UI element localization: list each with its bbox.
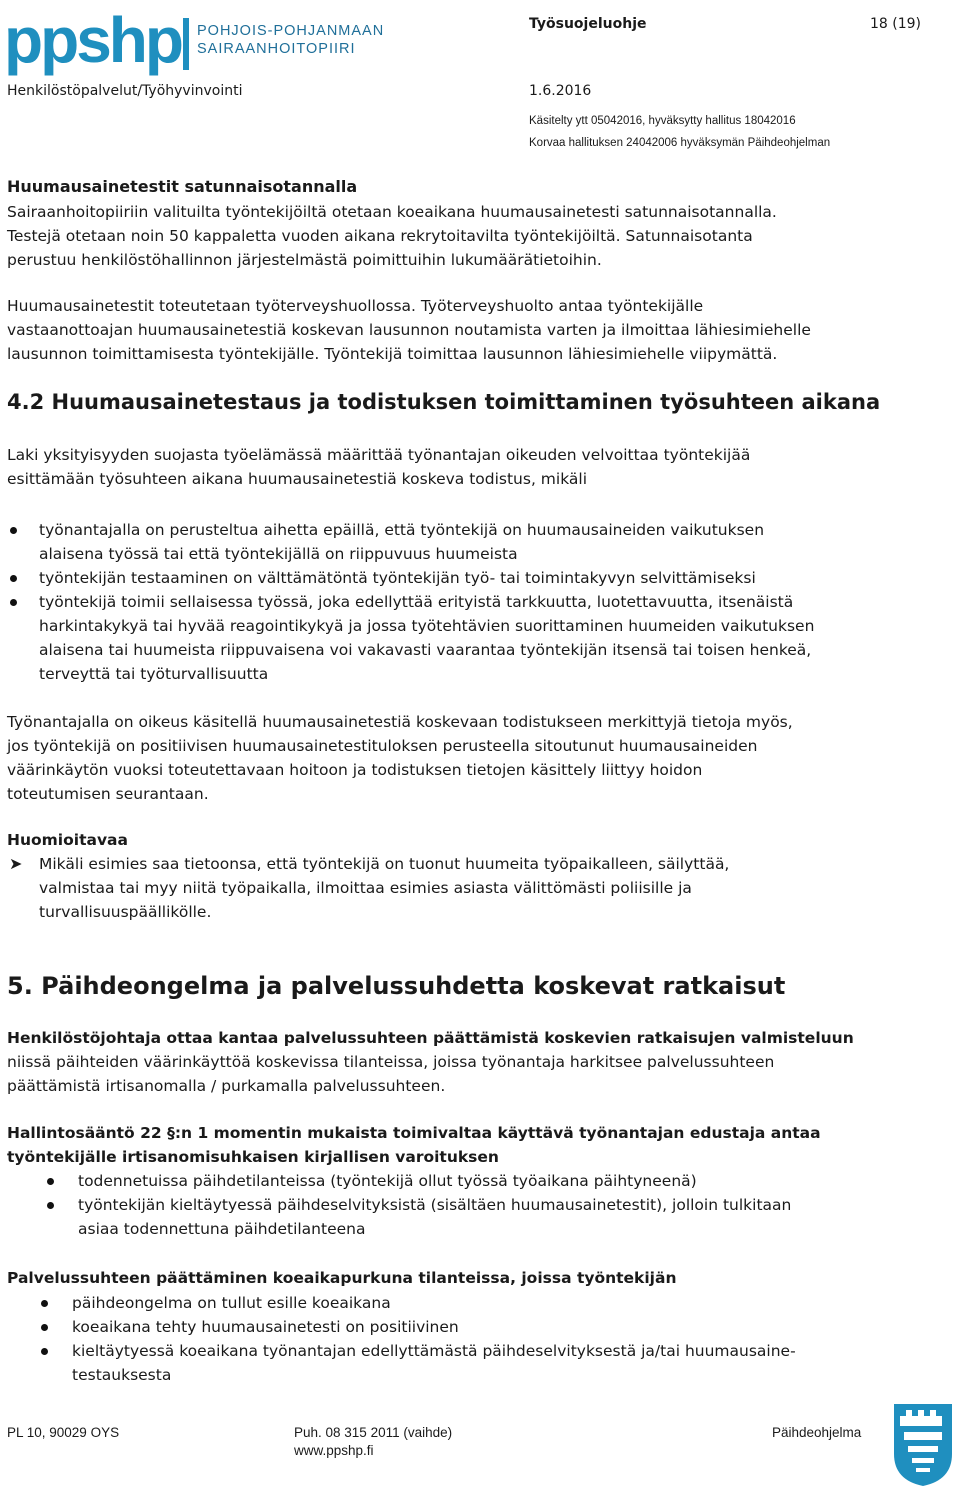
termination-conditions-list	[7, 1291, 947, 1387]
processing-para-line1: Työnantajalla on oikeus käsitellä huumausainetestiä koskevaan todistukseen merkittyjä tietoja myös,	[7, 713, 793, 731]
bullet-icon	[10, 575, 17, 582]
list-item	[7, 1169, 947, 1193]
list-item	[7, 1291, 947, 1315]
list-item	[7, 1315, 947, 1339]
logo-line1: POHJOIS-POHJANMAAN	[197, 23, 385, 39]
arrow-bullet-icon: ➤	[9, 854, 23, 873]
bullet-icon	[47, 1178, 54, 1185]
unit-name: Henkilöstöpalvelut/Työhyvinvointi	[7, 83, 243, 99]
hr-director-bold-line: Henkilöstöjohtaja ottaa kantaa palvelussuhteen päättämistä koskevien ratkaisujen valmisteluun	[7, 1029, 854, 1047]
random-line1: Sairaanhoitopiiriin valituilta työntekijöiltä otetaan koeaikana huumausainetesti satunnaisotannalla.	[7, 203, 777, 221]
processing-para-line4: toteutumisen seurantaan.	[7, 785, 209, 803]
section-4-2-intro1: Laki yksityisyyden suojasta työelämässä määrittää työnantajan oikeuden velvoittaa työntekijää	[7, 446, 751, 464]
warning-heading-line2: työntekijälle irtisanomisuhkaisen kirjallisen varoituksen	[7, 1148, 499, 1166]
processing-para-line2: jos työntekijä on positiivisen huumausainetestituloksen perusteella sitoutunut huumausaineiden	[7, 737, 758, 755]
logo-divider	[183, 18, 189, 70]
list-item-line: työntekijän kieltäytyessä päihdeselvityksistä (sisältäen huumausainetestit), jolloin tulkitaan	[78, 1196, 792, 1214]
list-item	[7, 1339, 947, 1387]
list-item	[7, 590, 947, 686]
doc-type: Työsuojeluohje	[529, 16, 647, 32]
bullet-icon	[41, 1324, 48, 1331]
list-item-line: työntekijän testaaminen on välttämätöntä työntekijän työ- tai toimintakyvyn selvittämiseksi	[39, 569, 756, 587]
page-number: 18 (19)	[870, 16, 922, 32]
footer-address: PL 10, 90029 OYS	[7, 1425, 120, 1440]
bullet-icon	[10, 527, 17, 534]
section-4-2-heading: 4.2 Huumausainetestaus ja todistuksen toimittaminen työsuhteen aikana	[7, 390, 881, 414]
footer-web[interactable]: www.ppshp.fi	[294, 1443, 374, 1458]
list-item	[7, 518, 947, 566]
coat-of-arms-icon	[892, 1402, 954, 1488]
footer-phone: Puh. 08 315 2011 (vaihde)	[294, 1425, 453, 1440]
random-line3: perustuu henkilöstöhallinnon järjestelmästä poimittuihin lukumäärätietoihin.	[7, 251, 602, 269]
bullet-icon	[41, 1300, 48, 1307]
list-item-line: todennetuissa päihdetilanteissa (työntekijä ollut työssä työaikana päihtyneenä)	[78, 1172, 697, 1190]
list-item-line: terveyttä tai työturvallisuutta	[39, 665, 269, 683]
list-item-line: koeaikana tehty huumausainetesti on positiivinen	[72, 1318, 459, 1336]
approval-line2: Korvaa hallituksen 24042006 hyväksymän Päihdeohjelman	[529, 137, 831, 149]
doc-date: 1.6.2016	[529, 83, 592, 99]
bullet-icon	[47, 1202, 54, 1209]
section-5-heading: 5. Päihdeongelma ja palvelussuhdetta koskevat ratkaisut	[7, 972, 786, 1000]
random-p2-line2: vastaanottoajan huumausainetestiä koskevan lausunnon noutamista varten ja ilmoittaa lähiesimiehelle	[7, 321, 811, 339]
list-item-line: testauksesta	[72, 1366, 172, 1384]
section-4-2-intro2: esittämään työsuhteen aikana huumausainetestiä koskeva todistus, mikäli	[7, 470, 588, 488]
note-line: valmistaa tai myy niitä työpaikalla, ilmoittaa esimies asiasta välittömästi poliisille ja	[39, 879, 692, 897]
bullet-icon	[10, 599, 17, 606]
hr-director-line3: päättämistä irtisanomalla / purkamalla palvelussuhteen.	[7, 1077, 446, 1095]
ppshp-logo: ppshp	[4, 4, 181, 76]
note-line: turvallisuuspäällikölle.	[39, 903, 212, 921]
random-testing-heading: Huumausainetestit satunnaisotannalla	[7, 177, 358, 196]
random-line2: Testejä otetaan noin 50 kappaletta vuoden aikana rekrytoitavilta työntekijöiltä. Satunnaisotanta	[7, 227, 753, 245]
approval-line1: Käsitelty ytt 05042016, hyväksytty hallitus 18042016	[529, 115, 796, 127]
list-item-line: alaisena tai huumeista riippuvaisena voi vakavasti vaarantaa työntekijän itsensä tai toisen henkeä,	[39, 641, 812, 659]
list-item-line: päihdeongelma on tullut esille koeaikana	[72, 1294, 391, 1312]
list-item	[7, 566, 947, 590]
processing-para-line3: väärinkäytön vuoksi toteutettavaan hoitoon ja todistuksen tietojen käsittely liittyy hoidon	[7, 761, 703, 779]
list-item-line: kieltäytyessä koeaikana työnantajan edellyttämästä päihdeselvityksestä ja/tai huumausaine-	[72, 1342, 796, 1360]
list-item	[7, 1193, 947, 1241]
note-item	[7, 852, 947, 924]
warning-heading-line1: Hallintosääntö 22 §:n 1 momentin mukaista toimivaltaa käyttävä työnantajan edustaja antaa	[7, 1124, 821, 1142]
hr-director-line2: niissä päihteiden väärinkäyttöä koskevissa tilanteissa, joissa työnantaja harkitsee palvelussuhteen	[7, 1053, 775, 1071]
termination-heading: Palvelussuhteen päättäminen koeaikapurkuna tilanteissa, joissa työntekijän	[7, 1269, 677, 1287]
footer-program: Päihdeohjelma	[772, 1425, 862, 1440]
list-item-line: työntekijä toimii sellaisessa työssä, joka edellyttää erityistä tarkkuutta, luotettavuutta, itsenäistä	[39, 593, 794, 611]
logo-line2: SAIRAANHOITOPIIRI	[197, 41, 356, 57]
random-p2-line1: Huumausainetestit toteutetaan työterveyshuollossa. Työterveyshuolto antaa työntekijälle	[7, 297, 704, 315]
list-item-line: työnantajalla on perusteltua aihetta epäillä, että työntekijä on huumausaineiden vaikutuksen	[39, 521, 765, 539]
list-item-line: alaisena työssä tai että työntekijällä on riippuvuus huumeista	[39, 545, 518, 563]
random-p2-line3: lausunnon toimittamisesta työntekijälle. Työntekijä toimittaa lausunnon lähiesimiehelle viipymättä.	[7, 345, 778, 363]
drug-test-conditions-list	[7, 518, 947, 686]
note-line: Mikäli esimies saa tietoonsa, että työntekijä on tuonut huumeita työpaikalleen, säilyttää,	[39, 855, 730, 873]
list-item-line: asiaa todennettuna päihdetilanteena	[78, 1220, 366, 1238]
list-item-line: harkintakykyä tai hyvää reagointikykyä ja jossa työtehtävien suorittaminen huumeiden vaikutuksen	[39, 617, 815, 635]
bullet-icon	[41, 1348, 48, 1355]
warning-conditions-list	[7, 1169, 947, 1241]
note-heading: Huomioitavaa	[7, 831, 128, 849]
